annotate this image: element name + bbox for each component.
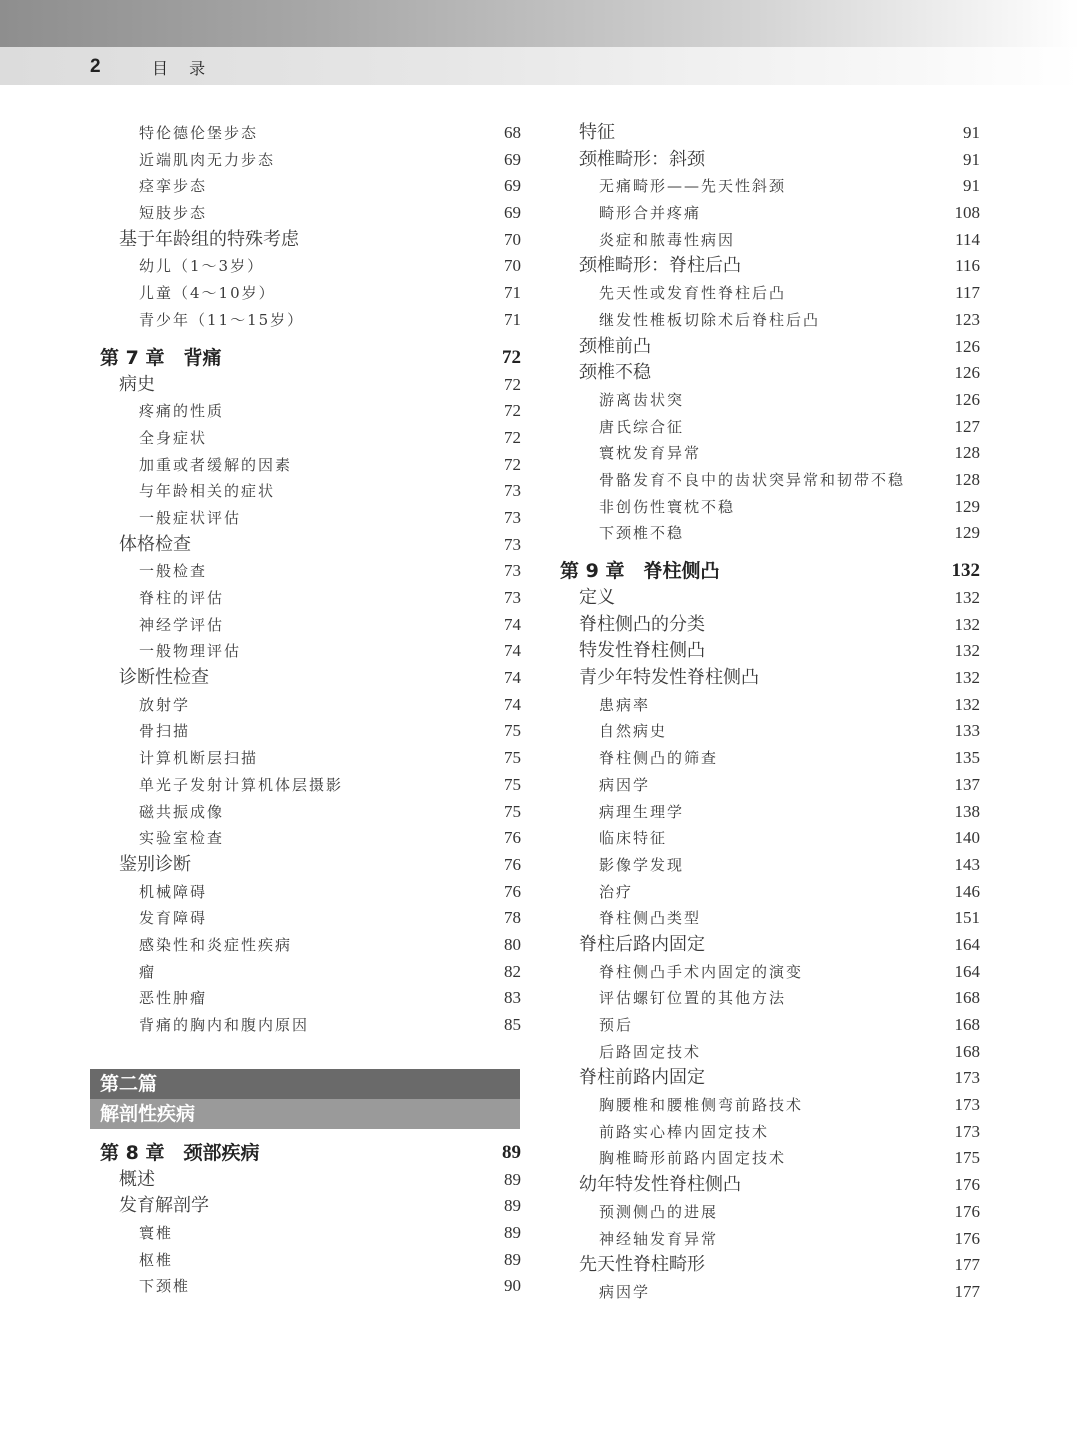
toc-entry-title: 磁共振成像 [139,802,225,821]
toc-entry-page: 127 [954,416,980,436]
toc-entry-title: 第 7 章 背痛 [100,346,222,369]
top-decorative-band [0,0,1080,47]
toc-entry [100,532,521,559]
toc-entry [100,932,521,959]
toc-entry-title: 机械障碍 [139,882,208,901]
toc-entry-page: 133 [954,721,980,741]
toc-entry [560,959,980,986]
toc-entry-title: 发育障碍 [139,909,208,928]
toc-entry-title: 脊柱的评估 [139,589,225,607]
toc-entry-page: 126 [954,336,980,356]
toc-entry [560,1065,980,1092]
toc-entry-page: 71 [504,309,521,329]
toc-entry-page: 72 [504,427,521,447]
toc-entry-page: 151 [954,908,980,928]
toc-entry-page: 146 [954,881,980,901]
toc-entry-page: 70 [504,256,521,276]
toc-entry [100,745,521,772]
toc-entry-page: 74 [504,694,521,714]
toc-entry [560,173,980,200]
toc-entry-title: 病史 [119,373,155,395]
toc-left-list-continued [100,1139,521,1300]
toc-entry [100,638,521,665]
toc-entry-title: 一般检查 [139,562,208,581]
toc-entry-title: 脊柱前路内固定 [579,1067,705,1089]
toc-entry-title: 疼痛的性质 [139,402,225,421]
toc-entry [100,398,521,425]
toc-entry-page: 75 [504,748,521,768]
toc-entry-page: 173 [954,1095,980,1115]
toc-entry-title: 病因学 [599,775,651,794]
toc-entry-title: 脊柱侧凸手术内固定的演变 [599,962,804,981]
toc-entry [100,665,521,692]
toc-entry [560,612,980,639]
toc-entry-title: 实验室检查 [139,829,225,848]
toc-entry-page: 69 [504,176,521,196]
toc-entry-title: 神经学评估 [139,615,225,634]
toc-left-column [100,120,521,1300]
toc-entry [100,1167,521,1194]
toc-entry-title: 胸腰椎和腰椎侧弯前路技术 [599,1096,804,1115]
toc-entry-page: 69 [504,203,521,223]
toc-entry [100,1247,521,1274]
toc-entry-page: 72 [502,346,521,368]
toc-entry-page: 82 [504,961,521,981]
toc-entry-page: 89 [502,1141,521,1163]
toc-entry-page: 91 [963,149,980,169]
toc-entry [100,120,521,147]
toc-entry-page: 71 [504,283,521,303]
toc-entry [560,638,980,665]
toc-entry-title: 评估螺钉位置的其他方法 [599,989,787,1008]
toc-entry [560,280,980,307]
toc-entry [560,1226,980,1253]
toc-entry-page: 129 [954,496,980,516]
toc-entry [100,718,521,745]
toc-entry-title: 骨骼发育不良中的齿状突异常和韧带不稳 [599,470,906,489]
toc-entry-page: 117 [955,283,980,303]
toc-entry-page: 135 [954,748,980,768]
toc-entry [560,307,980,334]
toc-entry [100,1193,521,1220]
toc-entry-page: 132 [954,588,980,607]
toc-entry [560,467,980,494]
toc-entry-page: 176 [954,1201,980,1221]
toc-entry-title: 特发性脊柱侧凸 [579,640,705,662]
toc-entry-page: 128 [954,443,980,463]
toc-entry-title: 自然病史 [599,722,668,741]
toc-entry-page: 164 [954,934,980,954]
toc-entry [560,1279,980,1306]
toc-entry-page: 72 [504,374,521,394]
toc-entry-title: 颈椎畸形：斜颈 [579,148,705,170]
toc-entry [100,200,521,227]
toc-entry-page: 89 [504,1249,521,1269]
toc-entry-page: 76 [504,828,521,848]
toc-entry-page: 76 [504,854,521,874]
toc-entry [560,772,980,799]
toc-entry [560,745,980,772]
toc-entry-title: 青少年特发性脊柱侧凸 [579,667,759,689]
toc-entry [100,1273,521,1300]
toc-entry-page: 83 [504,988,521,1008]
toc-chapter-entry [100,344,521,372]
toc-entry [100,452,521,479]
toc-entry-page: 114 [955,229,980,249]
toc-entry-page: 129 [954,523,980,543]
toc-entry [560,414,980,441]
toc-entry-page: 76 [504,881,521,901]
toc-entry-title: 脊柱侧凸的分类 [579,613,705,635]
toc-entry-title: 痉挛步态 [139,177,208,196]
toc-entry [100,253,521,280]
toc-entry-title: 畸形合并疼痛 [599,204,702,223]
toc-entry-title: 寰椎 [139,1224,174,1243]
toc-entry [100,985,521,1012]
toc-entry-page: 72 [504,454,521,474]
toc-entry-title: 神经轴发育异常 [599,1229,719,1248]
toc-chapter-entry [560,557,980,585]
toc-entry-title: 感染性和炎症性疾病 [139,935,293,954]
toc-entry [560,387,980,414]
toc-entry-page: 74 [504,641,521,661]
toc-entry-title: 加重或者缓解的因素 [139,455,293,474]
toc-chapter-entry [100,1139,521,1167]
toc-entry-page: 75 [504,774,521,794]
toc-entry [560,985,980,1012]
toc-entry-page: 140 [954,828,980,848]
toc-entry [100,799,521,826]
toc-entry-title: 计算机断层扫描 [139,749,259,768]
toc-entry-title: 病因学 [599,1282,651,1301]
toc-entry-title: 脊柱后路内固定 [579,933,705,955]
toc-entry-page: 176 [954,1228,980,1248]
toc-entry [100,959,521,986]
toc-entry-title: 非创伤性寰枕不稳 [599,497,736,516]
toc-right-list [560,120,980,1306]
toc-entry [100,905,521,932]
toc-entry-page: 126 [954,389,980,409]
toc-entry [100,280,521,307]
toc-entry-title: 基于年龄组的特殊考虑 [119,228,299,250]
toc-entry-page: 132 [951,560,980,581]
toc-entry-page: 90 [504,1276,521,1296]
toc-entry-page: 173 [954,1068,980,1088]
toc-entry-page: 89 [504,1196,521,1216]
toc-entry-page: 89 [504,1223,521,1243]
toc-entry [100,372,521,399]
toc-entry [560,1092,980,1119]
toc-entry-page: 173 [954,1121,980,1141]
toc-entry-page: 143 [954,854,980,874]
toc-entry-title: 发育解剖学 [119,1195,209,1217]
toc-entry [560,799,980,826]
toc-entry-title: 预后 [599,1016,634,1034]
toc-entry-title: 先天性或发育性脊柱后凸 [599,284,787,303]
toc-entry [100,147,521,174]
toc-entry-page: 73 [504,481,521,501]
toc-right-column [560,120,980,1306]
toc-entry [100,825,521,852]
toc-entry [560,585,980,612]
toc-entry [100,173,521,200]
toc-entry-title: 下颈椎 [139,1277,191,1296]
toc-entry-title: 幼儿（1～3岁） [139,257,265,276]
toc-entry-title: 预测侧凸的进展 [599,1202,719,1221]
toc-entry [560,1012,980,1039]
toc-entry-title: 脊柱侧凸类型 [599,909,702,928]
toc-entry [560,1145,980,1172]
toc-entry-title: 炎症和脓毒性病因 [599,230,736,249]
toc-entry-page: 73 [504,588,521,607]
toc-entry-page: 69 [504,149,521,169]
toc-entry-page: 168 [954,988,980,1008]
toc-entry-title: 病理生理学 [599,802,685,821]
toc-entry-title: 颈椎不稳 [579,362,651,384]
toc-entry [560,1172,980,1199]
toc-entry-title: 单光子发射计算机体层摄影 [139,775,344,794]
toc-entry-page: 132 [954,614,980,634]
toc-entry-title: 胸椎畸形前路内固定技术 [599,1149,787,1168]
toc-entry [560,147,980,174]
toc-entry-title: 概述 [119,1168,155,1190]
toc-entry-title: 游离齿状突 [599,390,685,409]
toc-entry-page: 91 [963,123,980,142]
toc-entry-title: 临床特征 [599,829,668,848]
toc-entry-title: 颈椎畸形：脊柱后凸 [579,255,741,277]
toc-entry [560,120,980,147]
toc-entry [560,825,980,852]
toc-entry-title: 继发性椎板切除术后脊柱后凸 [599,310,821,329]
toc-entry-page: 70 [504,229,521,249]
toc-entry-page: 74 [504,614,521,634]
toc-entry [560,1252,980,1279]
toc-entry-page: 132 [954,668,980,688]
toc-entry-title: 后路固定技术 [599,1042,702,1061]
toc-entry [560,334,980,361]
toc-entry-title: 背痛的胸内和腹内原因 [139,1016,310,1034]
toc-entry-page: 108 [954,203,980,223]
toc-entry-page: 132 [954,641,980,661]
toc-entry-page: 132 [954,694,980,714]
toc-entry [100,612,521,639]
toc-entry [100,585,521,612]
toc-entry [560,1199,980,1226]
part-label: 第二篇 [90,1069,520,1099]
toc-left-list [100,120,521,1039]
toc-entry [100,852,521,879]
toc-entry [560,852,980,879]
toc-entry-title: 儿童（4～10岁） [139,284,276,303]
toc-entry-page: 68 [504,123,521,142]
toc-entry-page: 80 [504,934,521,954]
toc-entry-page: 75 [504,721,521,741]
toc-entry [560,440,980,467]
toc-entry-title: 枢椎 [139,1250,174,1269]
toc-entry-title: 定义 [579,587,615,608]
toc-entry [560,1119,980,1146]
toc-entry-page: 168 [954,1015,980,1034]
toc-entry [560,932,980,959]
toc-entry-title: 青少年（11～15岁） [139,310,305,329]
toc-entry-title: 第 8 章 颈部疾病 [100,1141,260,1164]
toc-entry [560,227,980,254]
toc-entry-title: 一般物理评估 [139,642,242,661]
toc-entry-title: 特伦德伦堡步态 [139,124,259,142]
toc-entry-title: 前路实心棒内固定技术 [599,1122,770,1141]
toc-entry-page: 89 [504,1169,521,1189]
toc-entry-title: 瘤 [139,962,157,981]
toc-entry-page: 72 [504,401,521,421]
toc-entry-title: 幼年特发性脊柱侧凸 [579,1174,741,1196]
toc-entry [560,879,980,906]
toc-entry [100,307,521,334]
toc-entry [560,718,980,745]
toc-entry [560,494,980,521]
toc-entry-page: 78 [504,908,521,928]
toc-entry-page: 164 [954,961,980,981]
toc-entry [100,505,521,532]
toc-entry-title: 脊柱侧凸的筛查 [599,749,719,768]
page-number: 2 [90,56,101,77]
toc-entry-page: 123 [954,309,980,329]
toc-entry-page: 128 [954,469,980,489]
toc-entry-page: 126 [954,363,980,383]
toc-entry [560,665,980,692]
toc-entry-title: 影像学发现 [599,855,685,874]
toc-entry-title: 近端肌肉无力步态 [139,150,276,169]
toc-entry [100,478,521,505]
toc-entry [560,360,980,387]
toc-entry-page: 116 [955,256,980,276]
part-title: 解剖性疾病 [90,1099,520,1129]
toc-entry-title: 体格检查 [119,533,191,555]
toc-entry-title: 下颈椎不稳 [599,524,685,543]
toc-entry-title: 第 9 章 脊柱侧凸 [560,560,720,582]
toc-entry-page: 175 [954,1148,980,1168]
toc-entry-title: 寰枕发育异常 [599,444,702,463]
toc-entry-page: 176 [954,1175,980,1195]
toc-entry-page: 138 [954,801,980,821]
toc-entry-title: 一般症状评估 [139,508,242,527]
toc-entry [100,879,521,906]
toc-entry-page: 73 [504,534,521,554]
toc-entry-page: 74 [504,668,521,688]
toc-entry [100,227,521,254]
toc-entry-title: 骨扫描 [139,722,191,741]
toc-entry-page: 91 [963,176,980,196]
toc-entry-title: 诊断性检查 [119,667,209,689]
toc-entry-page: 168 [954,1041,980,1061]
toc-entry-title: 颈椎前凸 [579,335,651,357]
toc-entry-title: 治疗 [599,882,634,901]
toc-entry [100,1012,521,1039]
toc-entry [100,1220,521,1247]
toc-entry-title: 患病率 [599,695,651,714]
toc-entry-page: 73 [504,507,521,527]
toc-entry [560,905,980,932]
toc-entry-title: 与年龄相关的症状 [139,482,276,501]
toc-entry-title: 唐氏综合征 [599,417,685,436]
toc-entry [100,425,521,452]
toc-entry-page: 85 [504,1015,521,1034]
toc-entry-page: 177 [954,1255,980,1275]
toc-entry-title: 特征 [579,122,615,143]
toc-entry [560,1039,980,1066]
toc-entry-title: 先天性脊柱畸形 [579,1254,705,1276]
toc-entry-page: 177 [954,1281,980,1301]
part-heading [90,1069,520,1129]
toc-entry-page: 137 [954,774,980,794]
toc-entry-title: 全身症状 [139,428,208,447]
toc-entry-page: 73 [504,561,521,581]
toc-entry [100,558,521,585]
toc-entry [560,692,980,719]
toc-entry [560,520,980,547]
toc-entry [560,253,980,280]
toc-entry-page: 75 [504,801,521,821]
running-header-title: 目 录 [152,59,214,78]
toc-entry [100,692,521,719]
toc-entry-title: 放射学 [139,695,191,714]
toc-entry-title: 无痛畸形——先天性斜颈 [599,177,787,196]
toc-entry-title: 恶性肿瘤 [139,989,208,1008]
toc-entry [560,200,980,227]
toc-entry [100,772,521,799]
toc-entry-title: 鉴别诊断 [119,853,191,875]
toc-entry-title: 短肢步态 [139,204,208,223]
